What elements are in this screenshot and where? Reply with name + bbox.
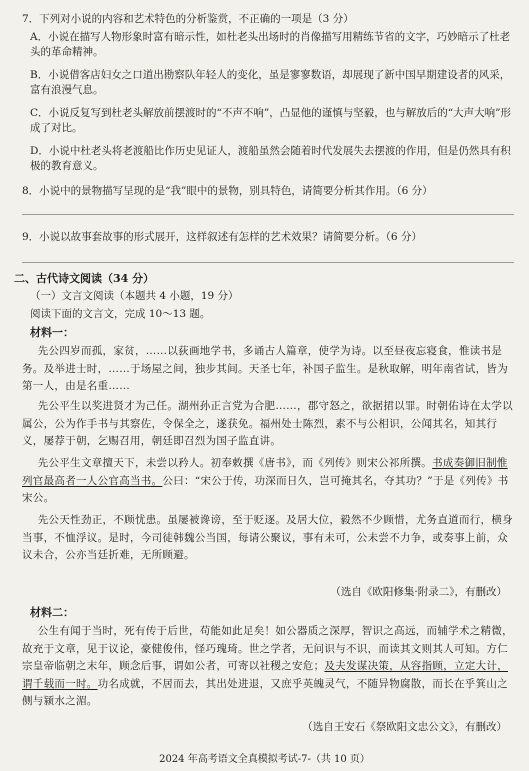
question-7-stem: 7．下列对小说的内容和艺术特色的分析鉴赏，不正确的一项是（3 分） [22, 13, 354, 25]
option-text: 小说中杜老头将老渡船比作历史见证人，渡船虽然会随着时代发展失去摆渡的作用，但是仍然具有积极的教育意义。 [30, 145, 511, 172]
paragraph-text: 公生有闻于当时，死有传于后世，苟能如此足矣！如公器质之深厚，智识之高远，而辅学术之精微，故充于文章，见于议论，豪健俊伟，怪巧瑰琦。世之学者，无问识与不识，而读其文则其人可知。方仁宗皇帝临朝之末年，顾念后事，谓如公者，可寄以社稷之安危； [22, 625, 513, 672]
option-letter: A． [30, 31, 49, 43]
option-text: 小说借客店妇女之口道出勘察队年轻人的变化，虽是寥寥数语，却展现了新中国早期建设者的风采，富有浪漫气息。 [30, 69, 511, 96]
option-letter: D． [30, 145, 49, 157]
paragraph-text: 功名成就，不居而去，其出处进退，又庶乎英魄灵气，不随异物腐散，而长在乎箕山之侧与颍水之湄。 [22, 677, 509, 707]
option-d [30, 144, 512, 174]
option-text: 小说在描写人物形象时富有暗示性，如杜老头出场时的肖像描写用精练节省的文字，巧妙暗示了杜老头的革命精神。 [30, 31, 511, 58]
material-1-paragraph-1: 先公四岁而孤，家贫，……以荻画地学书，多诵古人篇章，使学为诗。以至昼夜忘寝食，惟读书是务。及举进士时，……于场屋之间，独步其间。天圣七年，补国子监生。是秋取解，明年南省试，皆为第一人，由是名重…… [22, 345, 508, 392]
source-citation-2: （选自王安石《祭欧阳文忠公文》，有删改） [302, 721, 507, 733]
option-letter: B． [30, 69, 49, 81]
option-letter: C． [30, 107, 49, 119]
option-a [30, 30, 512, 60]
paragraph-text: 公曰：“宋公于传，功深而日久，岂可掩其名，夺其功？”于是《列传》书宋公。 [22, 474, 509, 504]
page-footer: 2024 年高考语文全真模拟考试-7-（共 10 页） [159, 754, 370, 765]
subsection-heading: （一）文言文阅读（本题共 4 小题，19 分） [30, 290, 239, 302]
material-1-paragraph-2: 先公平生以奖进贤才为己任。湖州孙正言党为合肥……，郡守怒之，欲据捃以罪。时朝佑诗在太学以属公，公为作手书与其察佐，令保全之，遂获免。福州处士陈烈，素不与公相识，公闻其名，知其行义，屡荐于朝，乞赐召用，朝廷即召烈为国子监直讲。 [22, 400, 513, 447]
instruction: 阅读下面的文言文，完成 10～13 题。 [30, 308, 211, 320]
paragraph-text: 先公平生文章擅天下，未尝以矜人。初奉敕撰《唐书》，而《列传》则宋公祁所撰。 [37, 457, 433, 469]
question-9: 9．小说以故事套故事的形式展开，这样叙述有怎样的艺术效果？请简要分析。（6 分） [22, 231, 422, 243]
material-1-label: 材料一： [30, 326, 74, 339]
material-1-paragraph-4: 先公天性劲正，不顾忧患。虽屡被谗谤，至于贬逐。及居大位，毅然不少顾惜，尤务直道而行，横身当事，不恤浮议。是时，今司徒韩魏公当国，每请公聚议，事有未可，公未尝不力争，或奏事上前，众议未合，公亦当廷折难，无所顾避。 [22, 514, 513, 561]
question-8: 8．小说中的景物描写呈现的是“我”眼中的景物，别具特色，请简要分析其作用。（6 分） [22, 185, 433, 197]
material-1-paragraph-3 [22, 455, 514, 508]
option-text: 小说反复写到杜老头解放前摆渡时的“不声不响”，凸显他的谨慎与坚毅，也与解放后的“大声大响”形成了对比。 [30, 107, 512, 134]
answer-line [22, 214, 514, 215]
option-b [30, 68, 512, 98]
source-citation-1: （选自《欧阳修集·附录二》，有删改） [330, 586, 507, 598]
option-c [30, 106, 512, 136]
answer-line [22, 262, 514, 263]
section-heading: 二、古代诗文阅读（34 分） [14, 272, 155, 285]
underlined-sentence: 及夫发谋决策，从容指顾，立定大计，谓千载而一时。 [22, 660, 509, 690]
underlined-sentence: 书成奏御旧制惟列官最高者一人公官高当书。 [22, 457, 508, 487]
material-2-paragraph-1 [22, 623, 514, 711]
material-2-label: 材料二： [30, 606, 74, 619]
